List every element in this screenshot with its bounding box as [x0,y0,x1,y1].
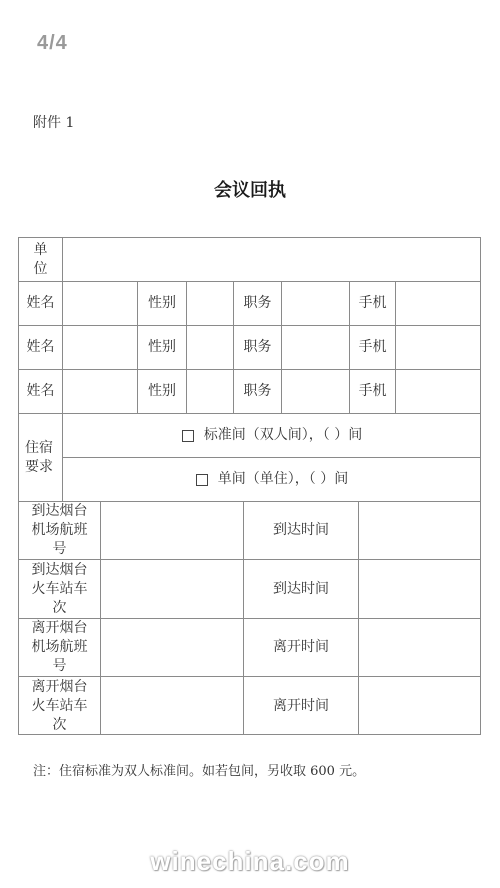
arrival-flight-label-cell [18,501,100,559]
watermark: winechina.com [150,846,350,876]
phone-label-cell-1 [349,281,395,325]
room-option-standard[interactable] [62,413,481,457]
position-input-cell-1[interactable] [281,281,349,325]
departure-train-label: 离开烟台 火车站车 次 [31,678,88,733]
position-input-cell-3[interactable] [281,369,349,413]
name-input-cell-3[interactable] [62,369,137,413]
arrival-time-input-cell-2[interactable] [358,559,481,618]
name-label: 姓名 [26,339,55,355]
departure-time-input-cell[interactable] [358,618,481,676]
room-option-single-label: 单间（单住），（ ）间 [217,471,349,487]
position-label: 职务 [243,383,272,399]
departure-time-label-cell-2 [243,676,358,735]
checkbox-icon[interactable] [182,430,194,442]
checkbox-icon[interactable] [196,474,208,486]
departure-time-label-cell [243,618,358,676]
attachment-label: 附件 1 [33,115,75,131]
lodging-label: 住宿 要求 [25,439,53,475]
name-label: 姓名 [26,383,55,399]
departure-train-label-cell [18,676,100,735]
phone-label: 手机 [358,295,387,311]
position-label-cell-2 [233,325,281,369]
gender-label-cell-2 [137,325,186,369]
document-title: 会议回执 [214,180,286,201]
gender-label: 性别 [148,383,176,399]
gender-label: 性别 [148,339,176,355]
position-label: 职务 [243,339,272,355]
departure-flight-label-cell [18,618,100,676]
phone-input-cell-3[interactable] [395,369,481,413]
name-input-cell-2[interactable] [62,325,137,369]
name-label-cell-1 [18,281,62,325]
arrival-flight-input-cell[interactable] [100,501,243,559]
position-label-cell-3 [233,369,281,413]
departure-flight-input-cell[interactable] [100,618,243,676]
arrival-train-input-cell[interactable] [100,559,243,618]
unit-label: 单 位 [33,241,48,277]
arrival-time-input-cell[interactable] [358,501,481,559]
departure-time-input-cell-2[interactable] [358,676,481,735]
note-text: 注：住宿标准为双人标准间。如若包间，另收取 600 元。 [33,764,366,779]
phone-label-cell-3 [349,369,395,413]
room-option-single[interactable] [62,457,481,501]
arrival-train-label-cell [18,559,100,618]
name-input-cell-1[interactable] [62,281,137,325]
arrival-time-label-cell-2 [243,559,358,618]
receipt-form-table [18,237,481,735]
name-label-cell-2 [18,325,62,369]
position-label: 职务 [243,295,272,311]
position-input-cell-2[interactable] [281,325,349,369]
gender-input-cell-2[interactable] [186,325,233,369]
gender-label-cell-3 [137,369,186,413]
name-label-cell-3 [18,369,62,413]
name-label: 姓名 [26,295,55,311]
position-label-cell-1 [233,281,281,325]
gender-input-cell-3[interactable] [186,369,233,413]
departure-time-label: 离开时间 [273,697,329,714]
phone-input-cell-1[interactable] [395,281,481,325]
arrival-flight-label: 到达烟台 机场航班 号 [31,503,88,557]
phone-label: 手机 [358,339,387,355]
arrival-train-label: 到达烟台 火车站车 次 [31,561,88,616]
phone-label: 手机 [358,383,387,399]
departure-train-input-cell[interactable] [100,676,243,735]
arrival-time-label: 到达时间 [273,580,329,597]
departure-time-label: 离开时间 [273,639,329,655]
unit-label-cell [18,237,62,281]
phone-label-cell-2 [349,325,395,369]
gender-label: 性别 [148,295,176,311]
arrival-time-label: 到达时间 [273,522,329,538]
unit-input-cell[interactable] [62,237,481,281]
room-option-standard-label: 标准间（双人间），（ ）间 [203,427,363,443]
arrival-time-label-cell [243,501,358,559]
departure-flight-label: 离开烟台 机场航班 号 [31,620,88,674]
phone-input-cell-2[interactable] [395,325,481,369]
gender-input-cell-1[interactable] [186,281,233,325]
gender-label-cell-1 [137,281,186,325]
page-indicator: 4/4 [37,32,68,54]
lodging-label-cell [18,413,62,501]
